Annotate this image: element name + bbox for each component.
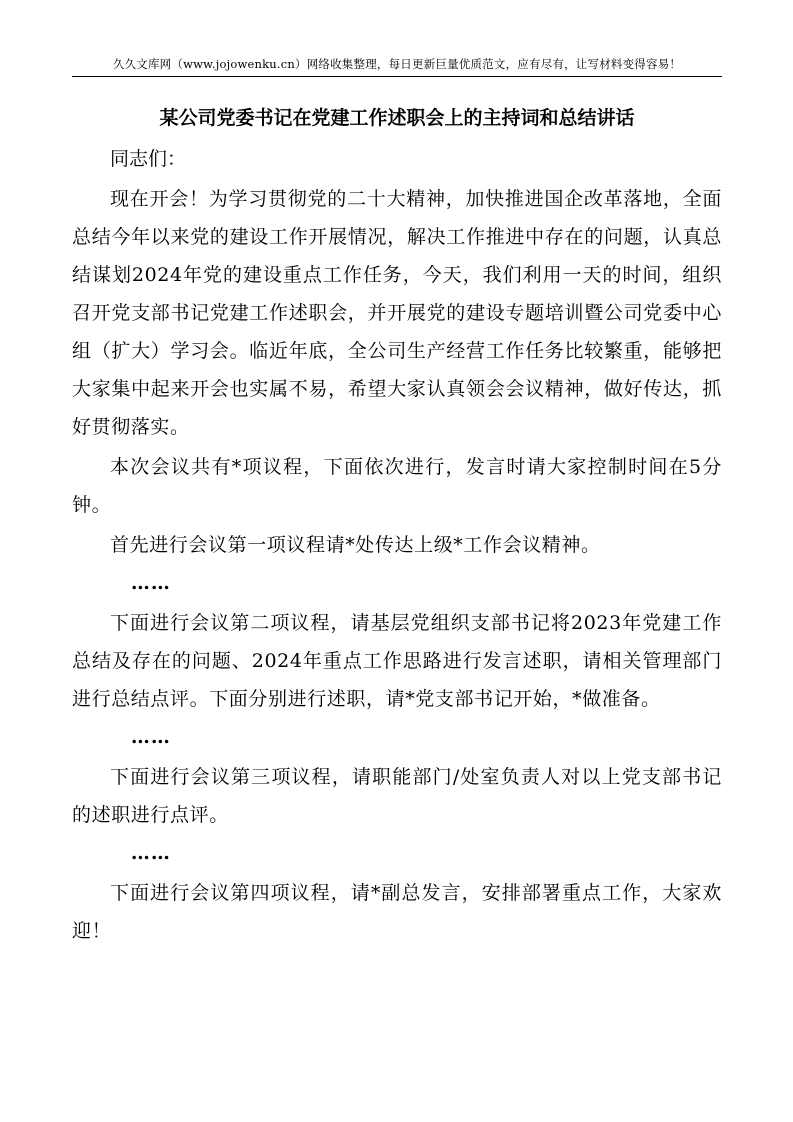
paragraph-opening: 现在开会！为学习贯彻党的二十大精神，加快推进国企改革落地，全面总结今年以来党的建设工作开展情况，解决工作推进中存在的问题，认真总结谋划2024年党的建设重点工作任务，今天，我们利用一天的时间，组织召开党支部书记党建工作述职会，并开展党的建设专题培训暨公司党委中心组（扩大）学习会。临近年底，全公司生产经营工作任务比较繁重，能够把大家集中起来开会也实属不易，希望大家认真领会会议精神，做好传达，抓好贯彻落实。 bbox=[72, 188, 722, 438]
paragraph-item-four: 下面进行会议第四项议程，请*副总发言，安排部署重点工作，大家欢迎！ bbox=[72, 882, 722, 942]
document-title: 某公司党委书记在党建工作述职会上的主持词和总结讲话 bbox=[159, 107, 635, 129]
paragraph-agenda: 本次会议共有*项议程，下面依次进行，发言时请大家控制时间在5分钟。 bbox=[72, 456, 722, 516]
paragraph-item-one: 首先进行会议第一项议程请*处传达上级*工作会议精神。 bbox=[110, 534, 601, 556]
document-body bbox=[72, 96, 722, 950]
greeting: 同志们： bbox=[110, 148, 187, 170]
paragraph-item-three: 下面进行会议第三项议程，请职能部门/处室负责人对以上党支部书记的述职进行点评。 bbox=[72, 766, 722, 826]
paragraph-item-two: 下面进行会议第二项议程，请基层党组织支部书记将2023年党建工作总结及存在的问题、2024年重点工作思路进行发言述职，请相关管理部门进行总结点评。下面分别进行述职，请*党支部书记开始，*做准备。 bbox=[72, 612, 722, 710]
page-header: 久久文库网（www.jojowenku.cn）网络收集整理，每日更新巨量优质范文，应有尽有，让写材料变得容易！ bbox=[72, 52, 722, 77]
ellipsis-3: …… bbox=[130, 842, 171, 864]
ellipsis-1: …… bbox=[130, 572, 171, 594]
ellipsis-2: …… bbox=[130, 726, 171, 748]
